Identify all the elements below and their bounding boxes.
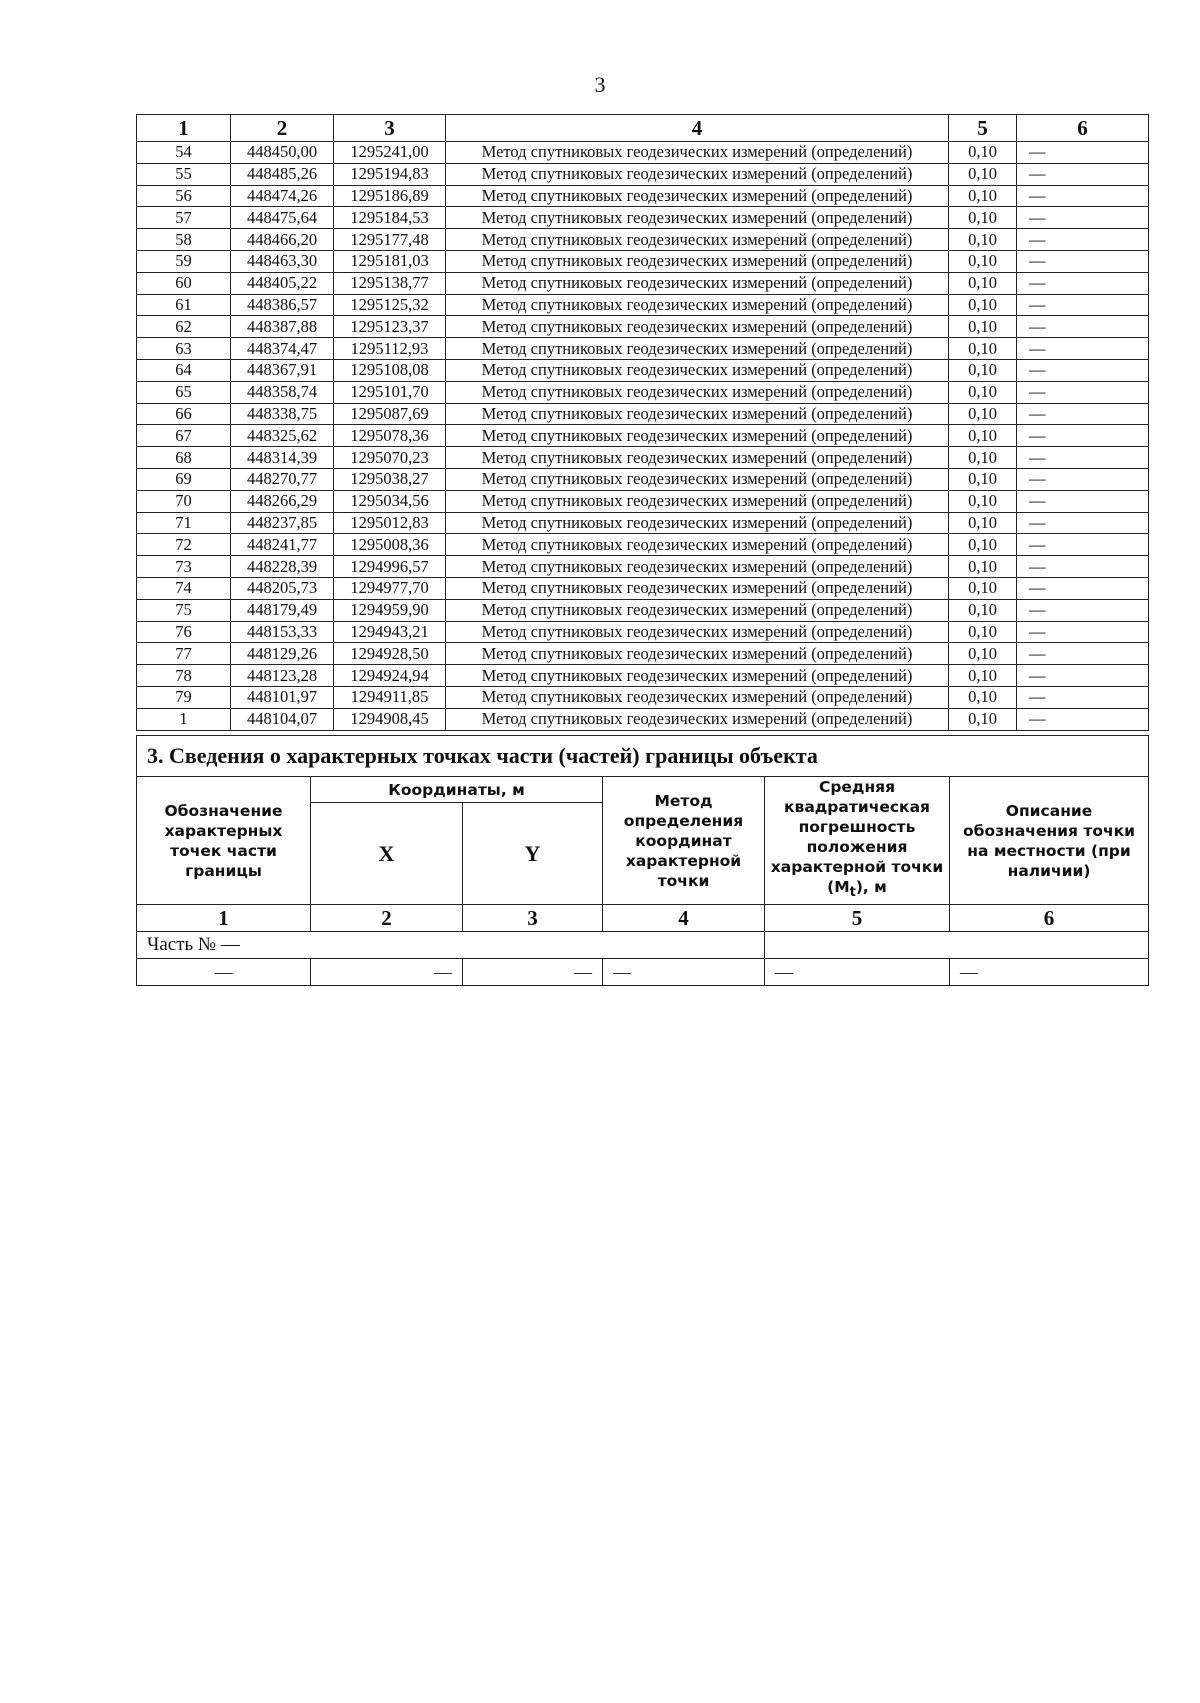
table-cell: 1295181,03 xyxy=(334,250,446,272)
table-cell: 1295123,37 xyxy=(334,316,446,338)
table-cell: Метод спутниковых геодезических измерений (определений) xyxy=(446,359,949,381)
column-header: 2 xyxy=(231,115,334,142)
table-cell: 448387,88 xyxy=(231,316,334,338)
table-row xyxy=(137,142,1149,164)
table-row xyxy=(137,468,1149,490)
part-number-label: Часть № — xyxy=(137,932,765,959)
table-cell: 0,10 xyxy=(949,359,1017,381)
table-cell: — xyxy=(1017,185,1149,207)
table-cell: Метод спутниковых геодезических измерений (определений) xyxy=(446,425,949,447)
table-cell: 448228,39 xyxy=(231,556,334,578)
table-cell: Метод спутниковых геодезических измерений (определений) xyxy=(446,142,949,164)
table-cell: 1295177,48 xyxy=(334,229,446,251)
table-row xyxy=(137,621,1149,643)
table-cell: 0,10 xyxy=(949,294,1017,316)
table-cell: 0,10 xyxy=(949,163,1017,185)
table-cell: Метод спутниковых геодезических измерений (определений) xyxy=(446,207,949,229)
part-cell: — xyxy=(137,959,311,986)
table-cell: 72 xyxy=(137,534,231,556)
table-cell: Метод спутниковых геодезических измерений (определений) xyxy=(446,708,949,730)
table-cell: Метод спутниковых геодезических измерений (определений) xyxy=(446,686,949,708)
table-cell: — xyxy=(1017,207,1149,229)
table-cell: 0,10 xyxy=(949,621,1017,643)
table-cell: 69 xyxy=(137,468,231,490)
table-cell: 448270,77 xyxy=(231,468,334,490)
table-cell: 448450,00 xyxy=(231,142,334,164)
table-cell: 62 xyxy=(137,316,231,338)
table-cell: 448325,62 xyxy=(231,425,334,447)
table-row xyxy=(137,643,1149,665)
table-cell: — xyxy=(1017,468,1149,490)
part-number-empty xyxy=(765,932,1149,959)
table-cell: Метод спутниковых геодезических измерений (определений) xyxy=(446,403,949,425)
page-number: 3 xyxy=(594,72,606,97)
table-cell: 1295078,36 xyxy=(334,425,446,447)
table-row xyxy=(137,294,1149,316)
table-cell: 1294908,45 xyxy=(334,708,446,730)
column-number: 1 xyxy=(137,905,311,932)
table-cell: 0,10 xyxy=(949,708,1017,730)
table-cell: 448338,75 xyxy=(231,403,334,425)
table-row xyxy=(137,425,1149,447)
table-cell: 1295138,77 xyxy=(334,272,446,294)
table-cell: 0,10 xyxy=(949,577,1017,599)
table-header-row xyxy=(137,115,1149,142)
table-cell: 1295186,89 xyxy=(334,185,446,207)
table-cell: 1294911,85 xyxy=(334,686,446,708)
table-cell: — xyxy=(1017,359,1149,381)
table-cell: 448101,97 xyxy=(231,686,334,708)
table-cell: 60 xyxy=(137,272,231,294)
table-cell: 448485,26 xyxy=(231,163,334,185)
table-cell: — xyxy=(1017,425,1149,447)
column-header: 5 xyxy=(949,115,1017,142)
table-cell: Метод спутниковых геодезических измерений (определений) xyxy=(446,621,949,643)
table-cell: Метод спутниковых геодезических измерений (определений) xyxy=(446,250,949,272)
table-cell: 0,10 xyxy=(949,556,1017,578)
table-cell: 77 xyxy=(137,643,231,665)
table-cell: 1294924,94 xyxy=(334,665,446,687)
table-cell: 1295112,93 xyxy=(334,338,446,360)
boundary-points-table xyxy=(136,114,1149,731)
part-cell: — xyxy=(950,959,1149,986)
table-cell: 0,10 xyxy=(949,490,1017,512)
table-cell: — xyxy=(1017,272,1149,294)
x-header: X xyxy=(311,803,463,905)
table-cell: — xyxy=(1017,381,1149,403)
table-cell: 448463,30 xyxy=(231,250,334,272)
accuracy-header-text: Средняя квадратическая погрешность положения характерной точки (M xyxy=(770,778,944,897)
table-cell: 65 xyxy=(137,381,231,403)
table-cell: — xyxy=(1017,447,1149,469)
table-cell: 1295101,70 xyxy=(334,381,446,403)
table-cell: 1294928,50 xyxy=(334,643,446,665)
table-cell: 448104,07 xyxy=(231,708,334,730)
column-number: 3 xyxy=(463,905,603,932)
table-row xyxy=(137,338,1149,360)
table-cell: — xyxy=(1017,512,1149,534)
table-cell: — xyxy=(1017,556,1149,578)
table-cell: 0,10 xyxy=(949,534,1017,556)
table-cell: 1295108,08 xyxy=(334,359,446,381)
table-cell: 0,10 xyxy=(949,142,1017,164)
table-cell: 57 xyxy=(137,207,231,229)
table-row xyxy=(137,250,1149,272)
table-row xyxy=(137,447,1149,469)
table-row xyxy=(137,577,1149,599)
table-cell: 59 xyxy=(137,250,231,272)
column-number: 2 xyxy=(311,905,463,932)
table-cell: 0,10 xyxy=(949,665,1017,687)
table-cell: 0,10 xyxy=(949,316,1017,338)
table-cell: — xyxy=(1017,599,1149,621)
table-cell: — xyxy=(1017,621,1149,643)
table-cell: 1294996,57 xyxy=(334,556,446,578)
table-cell: 0,10 xyxy=(949,185,1017,207)
table-row xyxy=(137,490,1149,512)
table-cell: Метод спутниковых геодезических измерений (определений) xyxy=(446,665,949,687)
section-title: 3. Сведения о характерных точках части (частей) границы объекта xyxy=(137,736,1149,777)
table-cell: — xyxy=(1017,403,1149,425)
table-cell: — xyxy=(1017,534,1149,556)
table-row xyxy=(137,686,1149,708)
table-cell: 1295008,36 xyxy=(334,534,446,556)
table-cell: 1295038,27 xyxy=(334,468,446,490)
table-cell: 0,10 xyxy=(949,381,1017,403)
table-cell: Метод спутниковых геодезических измерений (определений) xyxy=(446,556,949,578)
table-row xyxy=(137,512,1149,534)
table-cell: Метод спутниковых геодезических измерений (определений) xyxy=(446,534,949,556)
table-row xyxy=(137,272,1149,294)
table-cell: 58 xyxy=(137,229,231,251)
table-cell: Метод спутниковых геодезических измерений (определений) xyxy=(446,512,949,534)
part-cell: — xyxy=(765,959,950,986)
table-cell: 448405,22 xyxy=(231,272,334,294)
table-cell: 74 xyxy=(137,577,231,599)
table-cell: — xyxy=(1017,250,1149,272)
table-cell: 448266,29 xyxy=(231,490,334,512)
table-cell: 0,10 xyxy=(949,599,1017,621)
table-cell: — xyxy=(1017,708,1149,730)
table-row xyxy=(137,359,1149,381)
table-row xyxy=(137,316,1149,338)
coordinates-header: Координаты, м xyxy=(311,777,603,803)
description-header: Описание обозначения точки на местности (при наличии) xyxy=(950,777,1149,905)
column-header: 6 xyxy=(1017,115,1149,142)
part-points-table xyxy=(136,735,1149,986)
table-cell: 64 xyxy=(137,359,231,381)
table-cell: — xyxy=(1017,490,1149,512)
table-row xyxy=(137,556,1149,578)
table-cell: 448367,91 xyxy=(231,359,334,381)
table-cell: 1295012,83 xyxy=(334,512,446,534)
table-cell: 0,10 xyxy=(949,686,1017,708)
table-cell: 0,10 xyxy=(949,250,1017,272)
table-cell: 1294959,90 xyxy=(334,599,446,621)
table-cell: 55 xyxy=(137,163,231,185)
table-cell: Метод спутниковых геодезических измерений (определений) xyxy=(446,294,949,316)
table-cell: 0,10 xyxy=(949,229,1017,251)
table-cell: 76 xyxy=(137,621,231,643)
table-row xyxy=(137,599,1149,621)
table-row xyxy=(137,403,1149,425)
part-cell: — xyxy=(311,959,463,986)
table-cell: 66 xyxy=(137,403,231,425)
table-cell: 71 xyxy=(137,512,231,534)
table-cell: — xyxy=(1017,686,1149,708)
accuracy-header-unit: ), м xyxy=(855,878,887,897)
table-cell: Метод спутниковых геодезических измерений (определений) xyxy=(446,468,949,490)
table-cell: Метод спутниковых геодезических измерений (определений) xyxy=(446,643,949,665)
table-cell: 448123,28 xyxy=(231,665,334,687)
table-cell: — xyxy=(1017,163,1149,185)
table-cell: 448474,26 xyxy=(231,185,334,207)
part-cell: — xyxy=(463,959,603,986)
table-row xyxy=(137,185,1149,207)
column-number: 6 xyxy=(950,905,1149,932)
table-cell: 0,10 xyxy=(949,403,1017,425)
table-cell: 0,10 xyxy=(949,447,1017,469)
table-cell: Метод спутниковых геодезических измерений (определений) xyxy=(446,229,949,251)
table-cell: 1295184,53 xyxy=(334,207,446,229)
table-cell: Метод спутниковых геодезических измерений (определений) xyxy=(446,272,949,294)
table-row xyxy=(137,534,1149,556)
table-cell: 448475,64 xyxy=(231,207,334,229)
method-header: Метод определения координат характерной точки xyxy=(603,777,765,905)
table-cell: Метод спутниковых геодезических измерений (определений) xyxy=(446,338,949,360)
table-row xyxy=(137,381,1149,403)
table-cell: 0,10 xyxy=(949,425,1017,447)
column-number: 5 xyxy=(765,905,950,932)
table-cell: 54 xyxy=(137,142,231,164)
table-cell: 448466,20 xyxy=(231,229,334,251)
table-cell: 448358,74 xyxy=(231,381,334,403)
table-cell: — xyxy=(1017,338,1149,360)
table-row xyxy=(137,708,1149,730)
column-header: 1 xyxy=(137,115,231,142)
table-cell: — xyxy=(1017,229,1149,251)
table-cell: 1295125,32 xyxy=(334,294,446,316)
table-cell: 68 xyxy=(137,447,231,469)
table-cell: 448374,47 xyxy=(231,338,334,360)
table-cell: 448205,73 xyxy=(231,577,334,599)
table-cell: 448386,57 xyxy=(231,294,334,316)
table-cell: Метод спутниковых геодезических измерений (определений) xyxy=(446,577,949,599)
table-cell: 63 xyxy=(137,338,231,360)
table-cell: 1295034,56 xyxy=(334,490,446,512)
table-cell: — xyxy=(1017,643,1149,665)
table-cell: 75 xyxy=(137,599,231,621)
table-cell: — xyxy=(1017,577,1149,599)
table-cell: 0,10 xyxy=(949,512,1017,534)
table-cell: 448241,77 xyxy=(231,534,334,556)
table-cell: Метод спутниковых геодезических измерений (определений) xyxy=(446,163,949,185)
table-cell: 448129,26 xyxy=(231,643,334,665)
table-cell: — xyxy=(1017,294,1149,316)
table-cell: 1294943,21 xyxy=(334,621,446,643)
y-header: Y xyxy=(463,803,603,905)
table-cell: Метод спутниковых геодезических измерений (определений) xyxy=(446,316,949,338)
table-cell: — xyxy=(1017,316,1149,338)
table-cell: Метод спутниковых геодезических измерений (определений) xyxy=(446,599,949,621)
table-cell: 1295194,83 xyxy=(334,163,446,185)
table-row xyxy=(137,229,1149,251)
table-cell: 79 xyxy=(137,686,231,708)
table-cell: 0,10 xyxy=(949,468,1017,490)
table-cell: 0,10 xyxy=(949,207,1017,229)
table-cell: Метод спутниковых геодезических измерений (определений) xyxy=(446,185,949,207)
table-cell: 61 xyxy=(137,294,231,316)
table-cell: Метод спутниковых геодезических измерений (определений) xyxy=(446,447,949,469)
table-cell: 78 xyxy=(137,665,231,687)
table-cell: 0,10 xyxy=(949,272,1017,294)
table-cell: 73 xyxy=(137,556,231,578)
accuracy-header-subscript: t xyxy=(849,885,856,901)
table-cell: — xyxy=(1017,142,1149,164)
column-number: 4 xyxy=(603,905,765,932)
table-cell: — xyxy=(1017,665,1149,687)
table-cell: 1 xyxy=(137,708,231,730)
table-cell: Метод спутниковых геодезических измерений (определений) xyxy=(446,381,949,403)
table-cell: 448237,85 xyxy=(231,512,334,534)
column-header: 4 xyxy=(446,115,949,142)
column-header: 3 xyxy=(334,115,446,142)
table-cell: 448314,39 xyxy=(231,447,334,469)
table-cell: 1295087,69 xyxy=(334,403,446,425)
table-row xyxy=(137,163,1149,185)
table-cell: 70 xyxy=(137,490,231,512)
table-cell: 0,10 xyxy=(949,338,1017,360)
table-cell: 448153,33 xyxy=(231,621,334,643)
part-cell: — xyxy=(603,959,765,986)
accuracy-header xyxy=(765,777,950,905)
table-row xyxy=(137,207,1149,229)
table-cell: 67 xyxy=(137,425,231,447)
table-cell: 56 xyxy=(137,185,231,207)
table-cell: Метод спутниковых геодезических измерений (определений) xyxy=(446,490,949,512)
designation-header: Обозначение характерных точек части границы xyxy=(137,777,311,905)
table-cell: 1295241,00 xyxy=(334,142,446,164)
table-cell: 1294977,70 xyxy=(334,577,446,599)
table-cell: 448179,49 xyxy=(231,599,334,621)
table-row xyxy=(137,665,1149,687)
table-cell: 0,10 xyxy=(949,643,1017,665)
table-cell: 1295070,23 xyxy=(334,447,446,469)
